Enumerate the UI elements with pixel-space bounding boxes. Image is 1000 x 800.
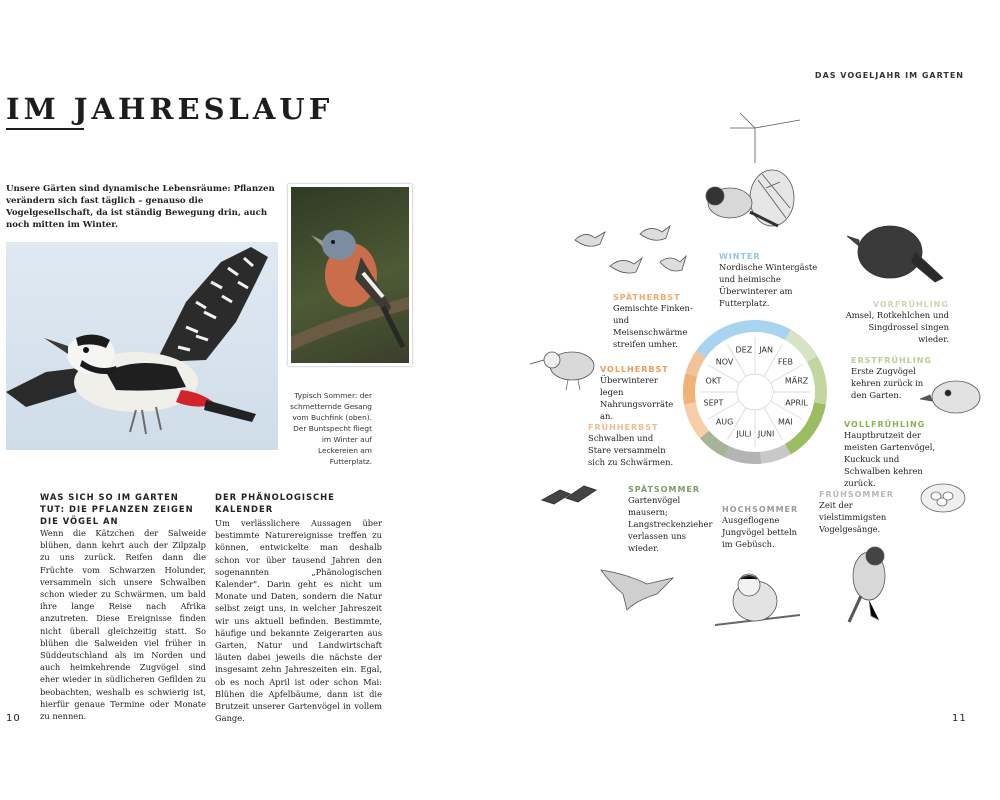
season-vollherbst (600, 365, 676, 422)
season-text: Schwalben und Stare versammeln sich zu Schwärmen. (588, 433, 674, 467)
season-text: Überwinterer legen Nahrungsvorräte an. (600, 375, 674, 421)
month-label: AUG (715, 417, 734, 427)
month-label: SEPT (703, 398, 724, 408)
season-hochsommer (722, 505, 808, 550)
redstart-sketch (835, 540, 900, 625)
blackbird-sketch (845, 212, 945, 292)
month-label: JUNI (757, 429, 775, 439)
season-fruehsommer (819, 490, 899, 535)
page-number-right: 11 (952, 713, 967, 724)
month-label: APRIL (785, 398, 808, 408)
swallows-sketch (540, 478, 600, 508)
month-label: OKT (705, 376, 722, 386)
column-2-body: Um verlässlichere Aussagen über bestimmte Naturereignisse treffen zu können, entwickelte man deshalb schon vor über tausend Jahren den sogenannten „Phänologischen Kalender". Darin geht es nicht um Monate und Daten, sondern die Natur selbst zeigt uns, in welcher Jahreszeit wir uns aktuell befinden. Bestimmte, häufige und bekannte Zeigerarten aus Garten, Natur und Landwirtschaft läuten dabei jeweils die nächste der insgesamt zehn Jahreszeiten ein. Egal, ob es noch April ist oder schon Mai: Blühen die Apfelbäume, dann ist die Brutzeit unserer Gartenvögel in vollem Gange. (215, 518, 382, 724)
season-label: VOLLFRÜHLING (844, 420, 926, 429)
month-label: MAI (778, 417, 793, 427)
season-label: VORFRÜHLING (872, 300, 949, 309)
season-vorfruehling (837, 300, 949, 345)
column-2 (215, 491, 382, 724)
season-text: Zeit der vielstimmigsten Vogelgesänge. (819, 500, 887, 534)
season-text: Gemischte Finken- und Meisenschwärme streifen umher. (613, 303, 693, 349)
month-label: NOV (715, 357, 734, 367)
season-label: VOLLHERBST (600, 365, 669, 374)
season-label: WINTER (719, 252, 761, 261)
column-2-heading: DER PHÄNOLOGISCHE KALENDER (215, 492, 335, 514)
month-label: JAN (759, 345, 773, 355)
running-head: DAS VOGELJAHR IM GARTEN (814, 71, 964, 80)
column-1 (40, 491, 206, 722)
page-number-left: 10 (6, 713, 21, 724)
month-label: JULI (736, 429, 752, 439)
blue-tit-sketch (715, 565, 800, 635)
swift-sketch (597, 560, 677, 615)
season-label: HOCHSOMMER (722, 505, 799, 514)
season-fruehherbst (588, 423, 676, 468)
season-label: SPÄTHERBST (613, 293, 681, 302)
nest-sketch (918, 474, 968, 516)
woodpecker-feeder-sketch (700, 108, 810, 248)
season-text: Amsel, Rotkehlchen und Singdrossel singen wieder. (845, 310, 949, 344)
season-text: Erste Zugvögel kehren zurück in den Garten. (851, 366, 924, 400)
intro-paragraph: Unsere Gärten sind dynamische Lebensräume: Pflanzen verändern sich fast täglich – genauso die Vogelgesellschaft, da ist ständig Bewegung drin, auch noch mitten im Winter. (6, 184, 275, 230)
season-label: FRÜHHERBST (588, 423, 659, 432)
column-1-body: Wenn die Kätzchen der Salweide blühen, dann kehrt auch der Zilpzalp zu uns zurück. Reifen dann die Früchte vom Schwarzen Holunder, versammeln sich unsere Schwalben schon wieder zu Schwärmen, um bald ihre lange Reise nach Afrika anzutreten. Diese Ereignisse finden nicht überall gleichzeitig statt. So blühen die Salweiden viel früher in Süddeutschland als im Norden und auch heimkehrende Zugvögel sind eher wieder in südlicheren Gefilden zu beobachten, weshalb es schwierig ist, hierfür genaue Termine oder Monate zu nennen. (40, 528, 206, 722)
column-1-heading: WAS SICH SO IM GARTEN TUT: DIE PFLANZEN ZEIGEN DIE VÖGEL AN (40, 492, 194, 526)
bird-head-sketch (920, 375, 992, 420)
title-underline (6, 128, 84, 130)
season-text: Hauptbrutzeit der meisten Gartenvögel, Kuckuck und Schwalben kehren zurück. (844, 430, 936, 488)
nuthatch-sketch (528, 342, 603, 392)
finch-flock-sketch (570, 222, 690, 292)
season-label: FRÜHSOMMER (819, 490, 894, 499)
page-title: IM JAHRESLAUF (6, 92, 334, 126)
month-labels (675, 310, 835, 475)
woodpecker-photo (6, 242, 278, 450)
season-text: Gartenvögel mausern; Langstreckenzieher verlassen uns wieder. (628, 495, 713, 553)
season-text: Nordische Wintergäste und heimische Überwinterer am Futterplatz. (719, 262, 818, 308)
photo-caption: Typisch Sommer: der schmetternde Gesang vom Buchfink (oben). Der Buntspecht fliegt im Winter auf Leckereien am Futterplatz. (290, 391, 372, 466)
season-label: SPÄTSOMMER (628, 485, 701, 494)
season-label: ERSTFRÜHLING (851, 356, 932, 365)
season-spaetherbst (613, 293, 695, 350)
chaffinch-photo (288, 184, 412, 366)
month-label: MÄRZ (784, 376, 809, 386)
month-label: FEB (777, 357, 793, 367)
season-text: Ausgeflogene Jungvögel betteln im Gebüsch. (722, 515, 798, 549)
month-label: DEZ (735, 345, 753, 355)
season-spaetsommer (628, 485, 712, 554)
season-winter (719, 252, 829, 309)
